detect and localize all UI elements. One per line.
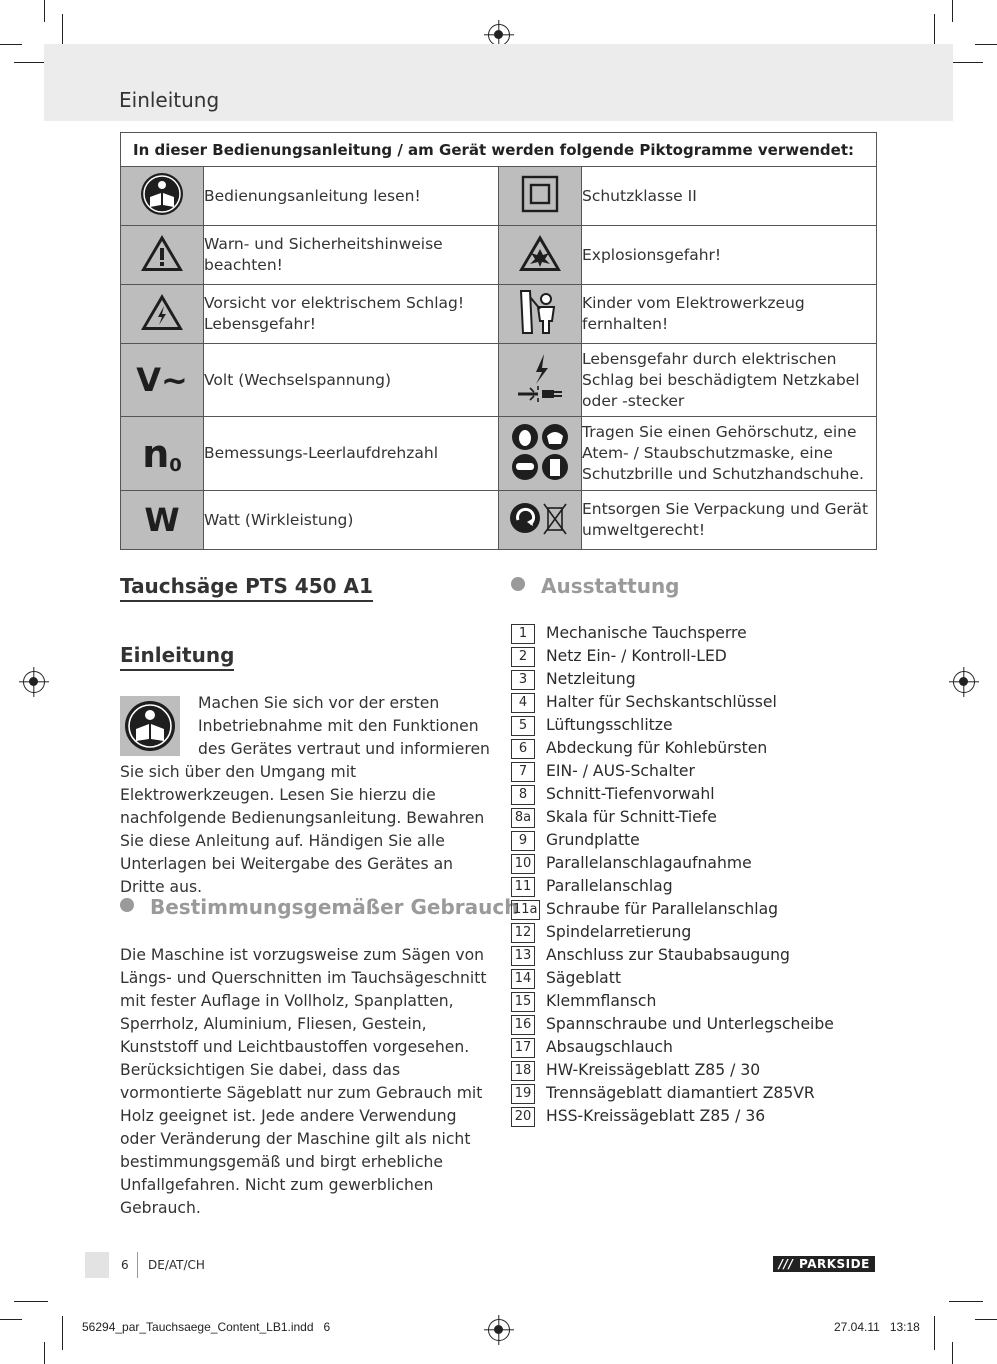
item-number: 17 [511,1038,535,1058]
logo-stripes-icon: /// [778,1257,794,1271]
protection-class-ii-icon [499,167,582,226]
item-label: Halter für Sechskantschlüssel [546,693,777,711]
item-label: Spindelarretierung [546,923,692,941]
item-label: HW-Kreissägeblatt Z85 / 30 [546,1061,761,1079]
item-label: Netzleitung [546,670,636,688]
product-title: Tauchsäge PTS 450 A1 [120,574,373,602]
table-heading-row [121,133,877,167]
crop-mark [975,1319,997,1320]
parkside-logo [773,1256,875,1272]
pictogram-label: Kinder vom Elektrowerkzeug fernhalten! [582,285,877,344]
item-label: Parallelanschlagaufnahme [546,854,752,872]
table-row [121,417,877,491]
crop-mark [62,1316,63,1350]
crop-mark [0,44,22,45]
warning-triangle-icon [121,226,204,285]
registration-mark-icon [953,671,975,693]
pictogram-label: Explosionsgefahr! [582,226,877,285]
crop-mark [44,0,45,22]
equipment-heading [511,574,680,598]
crop-mark [975,44,997,45]
bullet-icon [120,898,134,912]
pictogram-label: Watt (Wirkleistung) [204,491,499,550]
crop-mark [934,1316,935,1350]
read-manual-icon [121,167,204,226]
item-number: 16 [511,1015,535,1035]
table-row [121,226,877,285]
item-label: Sägeblatt [546,969,621,987]
item-label: Mechanische Tauchsperre [546,624,747,642]
file-slug: 56294_par_Tauchsaege_Content_LB1.indd 6 [82,1320,331,1334]
pictogram-label: Tragen Sie einen Gehörschutz, eine Atem- / Staubschutzmaske, eine Schutzbrille und Schutzhandschuhe. [582,417,877,491]
brand-name: PARKSIDE [799,1257,870,1271]
print-timestamp: 27.04.11 13:18 [834,1320,920,1334]
bullet-icon [511,577,525,591]
item-label: Trennsägeblatt diamantiert Z85VR [546,1084,815,1102]
intro-heading: Einleitung [120,643,234,671]
item-number: 15 [511,992,535,1012]
crop-mark [14,1301,48,1302]
no-load-speed-subscript: 0 [169,454,182,476]
pictogram-label: Lebensgefahr durch elektrischen Schlag bei beschädigtem Netzkabel oder -stecker [582,344,877,417]
item-number: 9 [511,831,535,851]
crop-mark [62,14,63,48]
pictogram-label: Bedienungsanleitung lesen! [204,167,499,226]
crop-mark [44,1342,45,1364]
watt-symbol-icon: W [121,491,204,550]
item-number: 8 [511,785,535,805]
crop-mark [952,0,953,22]
item-label: Netz Ein- / Kontroll-LED [546,647,727,665]
footer-divider [137,1252,138,1278]
item-number: 2 [511,647,535,667]
table-row [121,167,877,226]
table-row [121,491,877,550]
item-number: 19 [511,1084,535,1104]
item-label: Grundplatte [546,831,640,849]
item-label: Schraube für Parallelanschlag [546,900,779,918]
ppe-icon [499,417,582,491]
registration-mark-icon [488,1319,510,1341]
item-number: 14 [511,969,535,989]
float-spacer [120,692,198,758]
equipment-heading-text: Ausstattung [541,574,680,598]
item-number: 4 [511,693,535,713]
keep-children-away-icon [499,285,582,344]
registration-mark-icon [488,24,510,46]
item-label: Skala für Schnitt-Tiefe [546,808,717,826]
electric-shock-icon [121,285,204,344]
item-number: 12 [511,923,535,943]
item-number: 11 [511,877,535,897]
crop-mark [934,14,935,48]
item-number: 3 [511,670,535,690]
page-title: Einleitung [119,88,220,112]
item-label: Anschluss zur Staubabsaugung [546,946,790,964]
item-number: 11a [511,900,540,920]
item-label: Parallelanschlag [546,877,673,895]
use-paragraph: Die Maschine ist vorzugsweise zum Sägen von Längs- und Querschnitten im Tauchsägeschnitt mit fester Auflage in Vollholz, Spanplatten, Sperrholz, Aluminium, Fliesen, Gestein, Kunststoff und Leichtbaustoffen vorgesehen. Berücksichtigen Sie dabei, dass das vormontierte Sägeblatt nur zum Gebrauch mit Holz geeignet ist. Jede andere Verwendung oder Veränderung der Maschine gilt als nicht bestimmungsgemäß und birgt erhebliche Unfallgefahren. Nicht zum gewerblichen Gebrauch. [120,946,487,1217]
table-row [121,344,877,417]
crop-mark [0,1319,22,1320]
table-heading: In dieser Bedienungsanleitung / am Gerät werden folgende Piktogramme verwendet: [121,133,877,167]
item-number: 5 [511,716,535,736]
crop-mark [949,62,983,63]
country-codes: DE/AT/CH [148,1258,205,1272]
pictogram-table [120,132,877,550]
pictogram-label: Vorsicht vor elektrischem Schlag! Lebensgefahr! [204,285,499,344]
no-load-speed-icon [121,417,204,491]
pictogram-label: Warn- und Sicherheitshinweise beachten! [204,226,499,285]
item-number: 20 [511,1107,535,1127]
item-label: EIN- / AUS-Schalter [546,762,695,780]
item-label: Spannschraube und Unterlegscheibe [546,1015,834,1033]
item-number: 7 [511,762,535,782]
item-label: Klemmflansch [546,992,657,1010]
use-heading [120,895,519,919]
registration-mark-icon [23,671,45,693]
item-label: HSS-Kreissägeblatt Z85 / 36 [546,1107,766,1125]
item-number: 6 [511,739,535,759]
item-number: 18 [511,1061,535,1081]
footer-tab [85,1252,109,1278]
item-number: 13 [511,946,535,966]
item-number: 1 [511,624,535,644]
use-heading-text: Bestimmungsgemäßer Gebrauch [150,895,519,919]
item-label: Lüftungsschlitze [546,716,673,734]
item-label: Schnitt-Tiefenvorwahl [546,785,715,803]
item-label: Absaugschlauch [546,1038,673,1056]
volt-symbol-icon: V~ [121,344,204,417]
intro-text: Machen Sie sich vor der ersten Inbetriebnahme mit den Funktionen des Gerätes vertraut und informieren Sie sich über den Umgang mit Elektrowerkzeugen. Lesen Sie hierzu die nachfolgende Bedienungsanleitung. Bewahren Sie diese Anleitung auf. Händigen Sie alle Unterlagen bei Weitergabe des Gerätes an Dritte aus. [120,694,490,896]
item-label: Abdeckung für Kohlebürsten [546,739,768,757]
item-number: 8a [511,808,535,828]
damaged-cable-icon [499,344,582,417]
table-row [121,285,877,344]
explosion-icon [499,226,582,285]
intro-paragraph [120,692,490,899]
crop-mark [14,62,48,63]
pictogram-label: Entsorgen Sie Verpackung und Gerät umweltgerecht! [582,491,877,550]
item-number: 10 [511,854,535,874]
pictogram-label: Bemessungs-Leerlaufdrehzahl [204,417,499,491]
page-number: 6 [121,1258,129,1272]
pictogram-label: Volt (Wechselspannung) [204,344,499,417]
recycling-icon [499,491,582,550]
pictogram-label: Schutzklasse II [582,167,877,226]
crop-mark [949,1301,983,1302]
crop-mark [952,1342,953,1364]
no-load-speed-symbol: n [142,431,170,476]
